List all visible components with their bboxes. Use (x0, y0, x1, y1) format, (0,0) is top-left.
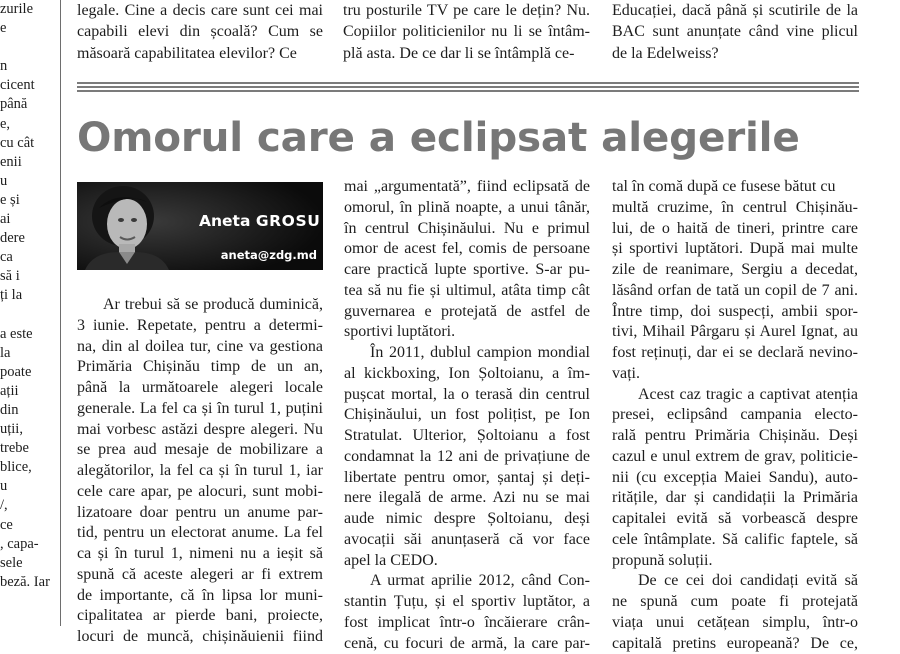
text-line: zile de reanimare, Sergiu a decedat, (612, 260, 858, 281)
text-line: u (0, 477, 40, 496)
text-line: e (0, 19, 40, 38)
text-line: condamnat la 12 ani de privațiune de (344, 447, 590, 468)
text-line: e și (0, 191, 40, 210)
text-line: Primăria Chișinău timp de un an, (77, 357, 323, 378)
text-line: măsoară capabilitatea elevilor? Ce (77, 43, 323, 64)
text-line: tal în comă după ce fusese bătut cu (612, 177, 858, 198)
text-line: de importante, că în lipsa lor muni- (77, 586, 323, 607)
text-line: care practică lupte sportive. S-ar pu- (344, 260, 590, 281)
text-line: blice, (0, 458, 40, 477)
text-line: ritățile, dar și candidații la Primăria (612, 488, 858, 509)
article-column-1 (77, 295, 323, 626)
author-first-name: Aneta (199, 212, 250, 230)
text-line: fost reținuți, dar ei se declară nevino- (612, 343, 858, 364)
text-line: vați. (612, 364, 858, 385)
text-line: tru posturile TV pe care le dețin? Nu. (343, 0, 590, 21)
text-line: multă cruzime, în centrul Chișinău- (612, 198, 858, 219)
text-line: trebe (0, 439, 40, 458)
text-line: cicent (0, 76, 40, 95)
adjacent-column-fragment (0, 0, 40, 626)
text-line: aude nimic despre Șoltoianu, deși (344, 509, 590, 530)
text-line: ații (0, 382, 40, 401)
text-line: viața unui cetățean simplu, într-o (612, 613, 858, 634)
text-line: Ar trebui să se producă duminică, (77, 295, 323, 316)
text-line: În 2011, dublul campion mondial (344, 343, 590, 364)
text-line: Stratulat. Ulterior, Șoltoianu a fost (344, 426, 590, 447)
text-line: legale. Cine a decis care sunt cei mai (77, 0, 323, 21)
text-line: propună soluții. (612, 551, 858, 572)
article-column-2 (344, 177, 590, 626)
text-line: ți la (0, 286, 40, 305)
text-line: , capa- (0, 535, 40, 554)
text-line: guvernarea e protejată de astfel de (344, 302, 590, 323)
text-line: 3 iunie. Repetate, pentru a determi- (77, 316, 323, 337)
text-line: plă asta. De ce dar li se întâmplă ce- (343, 43, 590, 64)
text-line: Chișinăului, un fost polițist, pe Ion (344, 405, 590, 426)
text-line: Educației, dacă până și scutirile de la (612, 0, 858, 21)
text-line: ca (0, 248, 40, 267)
text-line: sportivi luptători. (344, 322, 590, 343)
text-line: în centrul Chișinăului. Nu e primul (344, 219, 590, 240)
text-line: enii (0, 153, 40, 172)
text-line: capitalei evită să vorbească despre (612, 509, 858, 530)
text-line: tid, pentru un electorat anume. La fel (77, 523, 323, 544)
previous-article-column-2 (343, 0, 590, 68)
text-line: n (0, 57, 40, 76)
previous-article-column-3 (612, 0, 858, 68)
text-line: capitală pretins europeană? De ce, (612, 634, 858, 654)
text-line: tea să nu fie și ultimul, atâta timp cât (344, 281, 590, 302)
text-line: al kickboxing, Ion Șoltoianu, a îm- (344, 364, 590, 385)
text-line: Între timp, doi suspecți, ambii spor- (612, 302, 858, 323)
text-line: beză. Iar (0, 573, 40, 592)
text-line: na, din al doilea tur, cine va gestiona (77, 337, 323, 358)
text-line: cele întâmplate. Să calific faptele, să (612, 530, 858, 551)
author-name (199, 212, 320, 230)
text-line: uții, (0, 420, 40, 439)
text-line: până la următoarele alegeri locale (77, 378, 323, 399)
text-line: din (0, 401, 40, 420)
text-line: alegătorilor, la fel ca și în turul 1, iar (77, 461, 323, 482)
text-line (0, 38, 40, 57)
text-line: Copiilor politicienilor nu li se întâm- (343, 21, 590, 42)
text-line (0, 306, 40, 325)
text-line: lui, de o haită de tineri, printre care (612, 219, 858, 240)
article-headline: Omorul care a eclipsat alegerile (77, 110, 877, 164)
text-line: se prea aud mesaje de mobilizare a (77, 440, 323, 461)
column-divider (60, 0, 61, 626)
text-line: omor de acest fel, comis de persoane (344, 239, 590, 260)
text-line: până (0, 95, 40, 114)
text-line: cipalitatea ar pierde bani, proiecte, (77, 606, 323, 627)
text-line: libertate pentru omor, șantaj și deți- (344, 468, 590, 489)
text-line: presei, eclipsând campania electo- (612, 405, 858, 426)
text-line: apel la CEDO. (344, 551, 590, 572)
text-line: pușcat mortal, la o terasă din centrul (344, 385, 590, 406)
text-line: cele care apar, pe alocuri, sunt mobi- (77, 482, 323, 503)
text-line: omorul, în plină noapte, a unui tânăr, (344, 198, 590, 219)
text-line: De ce cei doi candidați evită să (612, 571, 858, 592)
text-line: e, (0, 115, 40, 134)
text-line: ne spună cum poate fi protejată (612, 592, 858, 613)
text-line: tivi, Mihail Pârgaru și Aurel Ignat, au (612, 322, 858, 343)
author-byline-box (77, 182, 323, 270)
text-line: sele (0, 554, 40, 573)
section-separator-rule (77, 82, 859, 94)
text-line: capabili elevi din școală? Cum se (77, 21, 323, 42)
text-line: A urmat aprilie 2012, când Con- (344, 571, 590, 592)
text-line: mai vorbesc astăzi despre alegeri. Nu (77, 420, 323, 441)
text-line: la (0, 344, 40, 363)
text-line: cenă, cu focuri de armă, la care par- (344, 634, 590, 654)
text-line: generale. La fel ca și în turul 1, puțini (77, 399, 323, 420)
text-line: stantin Țuțu, și el sportiv luptător, a (344, 592, 590, 613)
text-line: fost implicat într-o încăierare crân- (344, 613, 590, 634)
text-line: poate (0, 363, 40, 382)
text-line: spună că aceste alegeri ar fi extrem (77, 565, 323, 586)
text-line: nere ilegală de arme. Azi nu se mai (344, 488, 590, 509)
text-line: dere (0, 229, 40, 248)
text-line: a este (0, 325, 40, 344)
text-line: de la Edelweiss? (612, 43, 858, 64)
text-line: Acest caz tragic a captivat atenția (612, 385, 858, 406)
text-line: și sportivi luptători. După mai multe (612, 239, 858, 260)
text-line: zurile (0, 0, 40, 19)
text-line: ce (0, 516, 40, 535)
text-line: /, (0, 496, 40, 515)
text-line: locuri de muncă, chișinăuienii fiind (77, 627, 323, 648)
previous-article-column-1 (77, 0, 323, 68)
text-line: să i (0, 267, 40, 286)
text-line: u (0, 172, 40, 191)
text-line: avocații săi anunțaseră că vor face (344, 530, 590, 551)
text-line: BAC sunt anunțate când vine plicul (612, 21, 858, 42)
text-line: cazul e unul extrem de grav, politicie- (612, 447, 858, 468)
author-email: aneta@zdg.md (221, 248, 317, 262)
text-line: lizatoare doar pentru un anume par- (77, 503, 323, 524)
text-line: nii (cu excepția Maiei Sandu), auto- (612, 468, 858, 489)
text-line: mai „argumentată”, fiind eclipsată de (344, 177, 590, 198)
author-last-name: GROSU (256, 212, 321, 230)
article-column-3 (612, 177, 858, 626)
text-line: lăsând orfan de tată un copil de 7 ani. (612, 281, 858, 302)
text-line: cu cât (0, 134, 40, 153)
text-line: rală pentru Primăria Chișinău. Deși (612, 426, 858, 447)
text-line: ai (0, 210, 40, 229)
text-line: ca și în turul 1, nimeni nu a ieșit să (77, 544, 323, 565)
